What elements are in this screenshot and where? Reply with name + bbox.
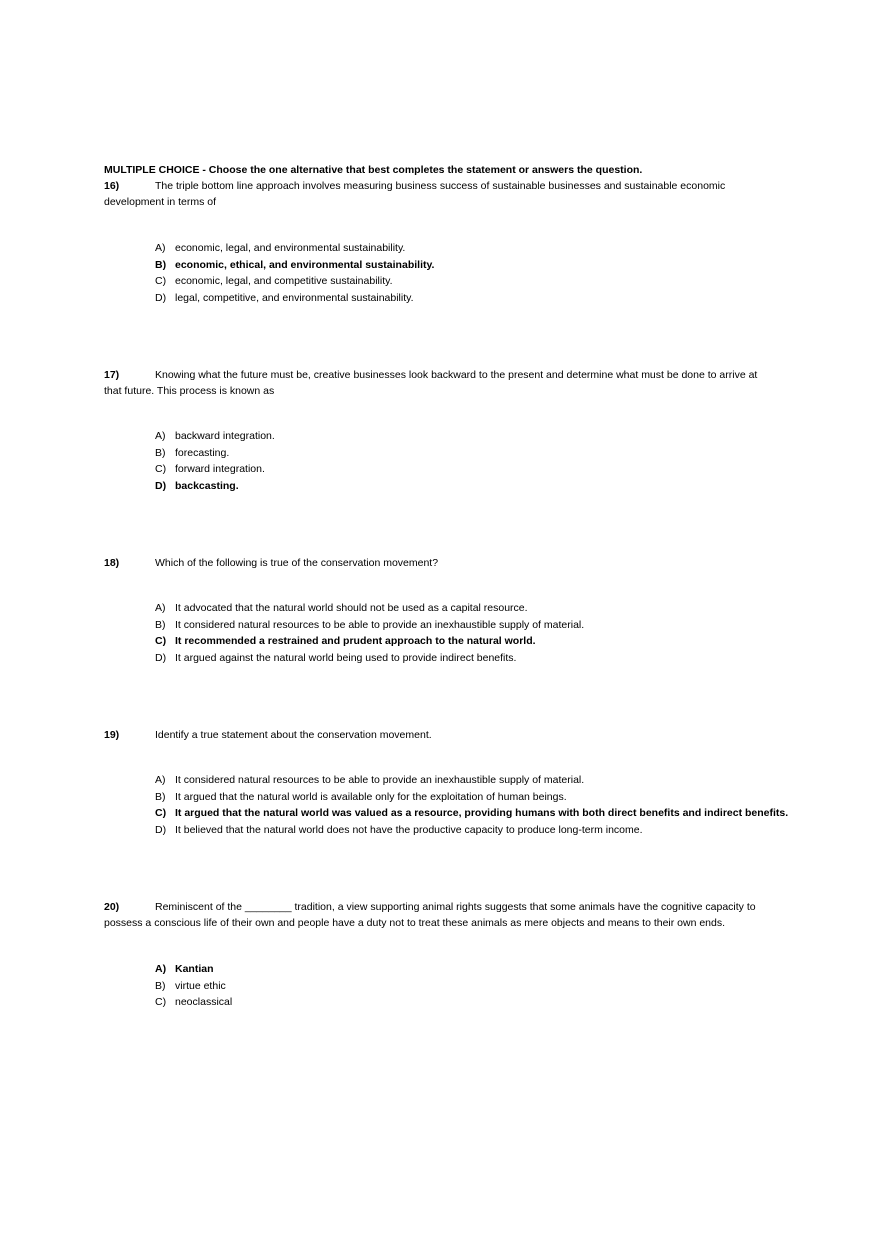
question-text: Knowing what the future must be, creative businesses look backward to the present and determine what must be done to arrive at that future. This process is known as <box>104 369 758 397</box>
question-16 <box>104 178 774 210</box>
option: B) forecasting. <box>155 446 230 459</box>
question-17 <box>104 367 774 399</box>
question-text: The triple bottom line approach involves measuring business success of sustainable businesses and sustainable economic development in terms of <box>104 180 726 208</box>
option: B) virtue ethic <box>155 979 226 992</box>
option-correct: D) backcasting. <box>155 479 239 492</box>
question-18 <box>104 555 774 571</box>
option: C) forward integration. <box>155 463 265 475</box>
options-19 <box>155 772 788 838</box>
options-20 <box>155 961 232 1011</box>
option: C) neoclassical <box>155 996 233 1008</box>
section-header: MULTIPLE CHOICE - Choose the one alternative that best completes the statement or answers the question. <box>104 164 643 176</box>
option: D) legal, competitive, and environmental sustainability. <box>155 291 414 304</box>
option: D) It believed that the natural world does not have the productive capacity to produce long-term income. <box>155 823 643 836</box>
option: A) backward integration. <box>155 430 275 442</box>
question-number: 16) <box>104 180 120 192</box>
option-correct: B) economic, ethical, and environmental sustainability. <box>155 258 435 271</box>
options-18 <box>155 600 584 666</box>
options-16 <box>155 240 434 306</box>
option: B) It considered natural resources to be able to provide an inexhaustible supply of material. <box>155 618 585 631</box>
option-correct: C) It recommended a restrained and prudent approach to the natural world. <box>155 635 536 647</box>
question-number: 20) <box>104 901 120 913</box>
option: A) It advocated that the natural world should not be used as a capital resource. <box>155 602 528 614</box>
option-correct: C) It argued that the natural world was valued as a resource, providing humans with both direct benefits and indirect benefits. <box>155 807 789 819</box>
option: A) economic, legal, and environmental sustainability. <box>155 242 406 254</box>
question-text: Which of the following is true of the conservation movement? <box>155 557 439 569</box>
question-text: Reminiscent of the ________ tradition, a view supporting animal rights suggests that some animals have the cognitive capacity to possess a conscious life of their own and people have a duty not to treat these animals as mere objects and means to their own ends. <box>104 901 756 929</box>
option: A) It considered natural resources to be able to provide an inexhaustible supply of material. <box>155 774 585 786</box>
option-correct: A) Kantian <box>155 963 214 975</box>
question-number: 17) <box>104 369 120 381</box>
question-19 <box>104 727 774 743</box>
option: C) economic, legal, and competitive sustainability. <box>155 275 393 287</box>
option: B) It argued that the natural world is available only for the exploitation of human beings. <box>155 790 567 803</box>
question-text: Identify a true statement about the conservation movement. <box>155 729 432 741</box>
option: D) It argued against the natural world being used to provide indirect benefits. <box>155 651 517 664</box>
question-20 <box>104 899 774 931</box>
options-17 <box>155 428 275 494</box>
question-number: 18) <box>104 557 120 569</box>
question-number: 19) <box>104 729 120 741</box>
